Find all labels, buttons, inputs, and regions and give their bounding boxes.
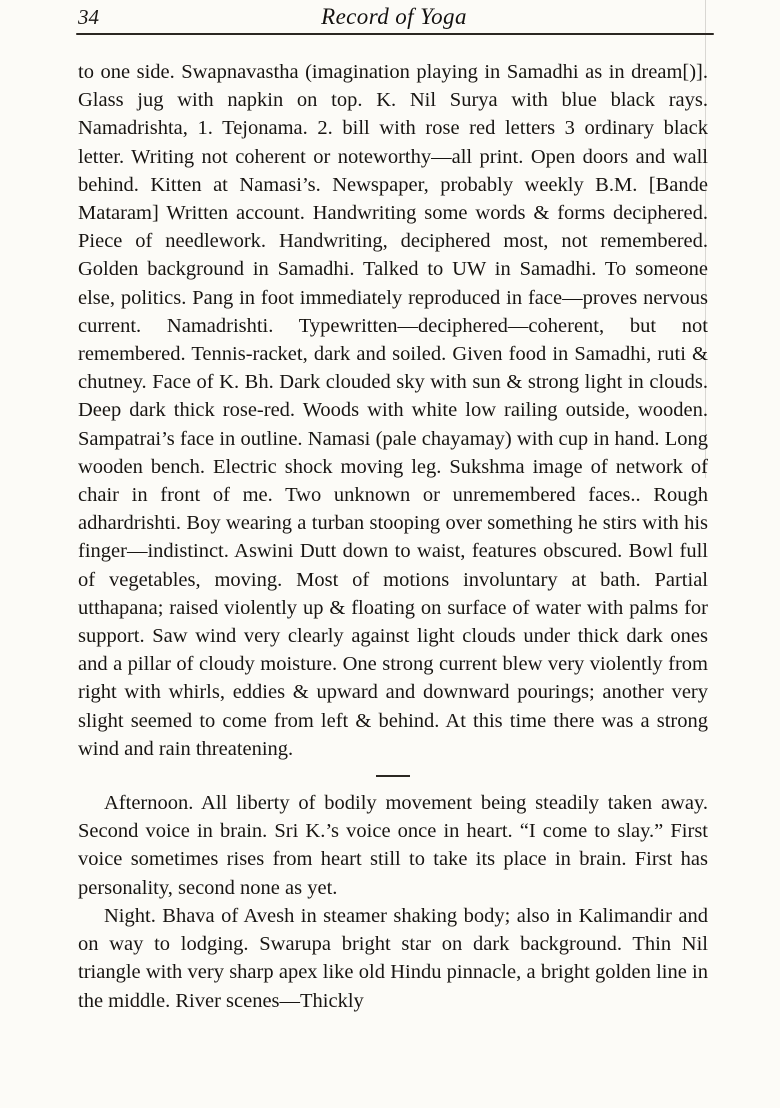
page-body [78,58,708,1015]
paragraph-samadhi-record: to one side. Swapnavastha (imagination playing in Samadhi as in dream[)]. Glass jug with napkin on top. K. Nil Surya with blue black rays. Namadrishta, 1. Tejonama. 2. bill with rose red letters 3 ordinary black letter. Writing not coherent or noteworthy—all print. Open doors and wall behind. Kitten at Namasi’s. Newspaper, probably weekly B.M. [Bande Mataram] Written account. Handwriting some words & forms deciphered. Piece of needlework. Handwriting, deciphered most, not remembered. Golden background in Samadhi. Talked to UW in Samadhi. To someone else, politics. Pang in foot immediately reproduced in face—proves nervous current. Namadrishti. Typewritten—deciphered—coherent, but not remembered. Tennis-racket, dark and soiled. Given food in Samadhi, ruti & chutney. Face of K. Bh. Dark clouded sky with sun & strong light in clouds. Deep dark thick rose-red. Woods with white low railing outside, wooden. Sampatrai’s face in outline. Namasi (pale chayamay) with cup in hand. Long wooden bench. Electric shock moving leg. Sukshma image of network of chair in front of me. Two unknown or unremembered faces.. Rough adhardrishti. Boy wearing a turban stooping over something he stirs with his finger—indistinct. Aswini Dutt down to waist, features obscured. Bowl full of vegetables, moving. Most of motions involuntary at bath. Partial utthapana; raised violently up & floating on surface of water with palms for support. Saw wind very clearly against light clouds under thick dark ones and a pillar of cloudy moisture. One strong current blew very violently from right with whirls, eddies & upward and downward pourings; another very slight seemed to come from left & behind. At this time there was a strong wind and rain threatening. [78,61,708,760]
paragraph-night: Night. Bhava of Avesh in steamer shaking body; also in Kalimandir and on way to lodging. Swarupa bright star on dark background. Thin Nil triangle with very sharp apex like old Hindu pinnacle, a bright golden line in the middle. River scenes—Thickly [78,904,708,1012]
page-number: 34 [78,5,99,29]
section-divider-rule [376,775,410,777]
header-rule [76,33,714,35]
running-title: Record of Yoga [321,4,467,29]
paragraph-afternoon: Afternoon. All liberty of bodily movement being steadily taken away. Second voice in brain. Sri K.’s voice once in heart. “I come to slay.” First voice sometimes rises from heart still to take its place in brain. First has personality, second none as yet. [78,792,708,899]
running-header [78,4,710,32]
